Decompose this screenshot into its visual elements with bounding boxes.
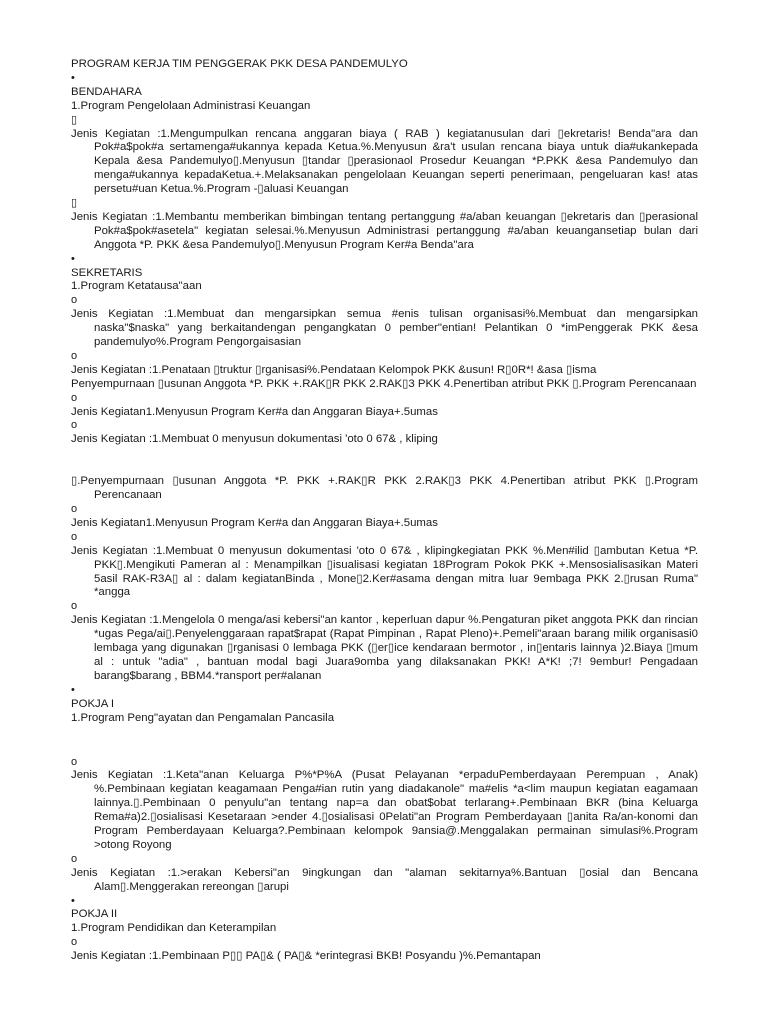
program-heading: 1.Program Peng"ayatan dan Pengamalan Pancasila — [71, 711, 335, 724]
activity-paragraph: Jenis Kegiatan :1.Membuat 0 menyusun dokumentasi 'oto 0 67& , klipingkegiatan PKK %.Men#ilid ▯ambutan Ketua *P. PKK▯.Mengikuti Pameran al : Menampilkan ▯isualisasi kegiatan 18Program Pokok PKK +.Mensosialisasikan Materi 5asil RAK-R3A▯ al : dalam kegiatanBinda , Mone▯2.Ker#asama dengan mitra luar 9embaga PKK 2.▯rusan Ruma" *angga — [71, 544, 698, 599]
program-heading: 1.Program Pendidikan dan Keterampilan — [71, 922, 277, 935]
circle-marker: o — [71, 503, 78, 516]
activity-paragraph: Jenis Kegiatan :1.Membuat dan mengarsipkan semua #enis tulisan organisasi%.Membuat dan mengarsipkan naska"$naska" yang berkaitandengan pengangkatan 0 pember"entian! Pelantikan 0 *imPenggerak PKK &esa pandemulyo%.Program Pengorgaisasian — [71, 308, 698, 349]
bullet-marker: • — [71, 252, 75, 265]
section-heading-bendahara: BENDAHARA — [71, 85, 142, 98]
activity-paragraph: Jenis Kegiatan1.Menyusun Program Ker#a dan Anggaran Biaya+.5umas — [71, 405, 438, 418]
activity-paragraph: Jenis Kegiatan :1.Membuat 0 menyusun dokumentasi 'oto 0 67& , kliping — [71, 433, 438, 446]
section-heading-pokja-2: POKJA II — [71, 908, 118, 921]
section-heading-pokja-1: POKJA I — [71, 697, 115, 710]
document-page — [71, 58, 698, 964]
circle-marker: o — [71, 530, 78, 543]
circle-marker: o — [71, 600, 78, 613]
circle-marker: o — [71, 419, 78, 432]
circle-marker: o — [71, 294, 78, 307]
bullet-marker: • — [71, 894, 75, 907]
bullet-marker: • — [71, 683, 75, 696]
circle-marker: o — [71, 936, 78, 949]
bullet-marker: • — [71, 71, 75, 84]
activity-paragraph: Jenis Kegiatan :1.Mengumpulkan rencana anggaran biaya ( RAB ) kegiatanusulan dari ▯ekretaris! Benda"ara dan Pok#a$pok#a sertamenga#ukannya kepada Ketua.%.Menyusun &ra't usulan rencana biaya untuk dia#ukankepada Kepala &esa Pandemulyo▯.Menyusun ▯tandar ▯perasionaol Prosedur Keuangan *P.PKK &esa Pandemulyo dan menga#ukannya kepadaKetua.+.Melaksanakan pengelolaan Keuangan seperti penerimaan, pengeluaran kas! atas persetu#uan Ketua.%.Program -▯aluasi Keuangan — [71, 127, 698, 196]
activity-paragraph: Jenis Kegiatan :1.Mengelola 0 menga/asi kebersi"an kantor , keperluan dapur %.Pengaturan piket anggota PKK dan rincian *ugas Pega/ai▯.Penyelenggaraan rapat$rapat (Rapat Pimpinan , Rapat Pleno)+.Pemeli"araan barang milik organisasi0 lembaga yang digunakan ▯rganisasi 0 lembaga PKK (▯er▯ice kendaraan bermotor , in▯entaris lainnya )2.Biaya ▯mum al : untuk "adia" , bantuan modal bagi Juara9omba yang dilaksanakan PKK! A*K! ;7! 9embur! Pengadaan barang$barang , BBM4.*ransport per#alanan — [71, 614, 698, 682]
document-title: PROGRAM KERJA TIM PENGGERAK PKK DESA PANDEMULYO — [71, 58, 408, 70]
activity-paragraph: Jenis Kegiatan :1.>erakan Kebersi"an 9ingkungan dan "alaman sekitarnya%.Bantuan ▯osial dan Bencana Alam▯.Menggerakan rereongan ▯arupi — [71, 866, 698, 893]
activity-paragraph: Jenis Kegiatan1.Menyusun Program Ker#a dan Anggaran Biaya+.5umas — [71, 516, 438, 529]
section-heading-sekretaris: SEKRETARIS — [71, 266, 143, 279]
activity-paragraph: Jenis Kegiatan :1.Membantu memberikan bimbingan tentang pertanggung #a/aban keuangan ▯ekretaris dan ▯perasional Pok#a$pok#asetela" kegiatan selesai.%.Menyusun Administrasi pertanggung #a/aban keuangansetiap bulan dari Anggota *P. PKK &esa Pandemulyo▯.Menyusun Program Ker#a Benda"ara — [71, 210, 698, 251]
program-heading: 1.Program Ketatausa"aan — [71, 280, 202, 293]
box-marker: ▯ — [71, 197, 78, 210]
activity-paragraph: Jenis Kegiatan :1.Penataan ▯truktur ▯rganisasi%.Pendataan Kelompok PKK &usun! R▯0R*! &asa ▯isma — [71, 363, 597, 376]
circle-marker: o — [71, 755, 78, 768]
program-heading: 1.Program Pengelolaan Administrasi Keuangan — [71, 99, 311, 112]
circle-marker: o — [71, 349, 78, 362]
activity-paragraph: ▯.Penyempurnaan ▯usunan Anggota *P. PKK +.RAK▯R PKK 2.RAK▯3 PKK 4.Penertiban atribut PKK ▯.Program Perencanaan — [71, 475, 698, 502]
circle-marker: o — [71, 852, 78, 865]
activity-paragraph: Jenis Kegiatan :1.Keta"anan Keluarga P%*P%A (Pusat Pelayanan *erpaduPemberdayaan Perempuan , Anak) %.Pembinaan kegiatan keagamaan Penga#ian rutin yang diadakanole" ma#elis *a<lim maupun kegiatan eagamaan lainnya.▯.Pembinaan 0 penyulu"an tentang nap=a dan obat$obat terlarang+.Pembinaan BKR (bina Keluarga Rema#a)2.▯osialisasi Kesetaraan >ender 4.▯osialisasi 0Pelati"an Program Pemberdayaan ▯anita Ra/an-konomi dan Program Pemberdayaan Keluarga?.Pembinaan kelompok 9ansia@.Menggalakan permainan simulasi%.Program >otong Royong — [71, 769, 698, 851]
activity-paragraph: Jenis Kegiatan :1.Pembinaan P▯▯ PA▯& ( PA▯& *erintegrasi BKB! Posyandu )%.Pemantapan — [71, 950, 541, 963]
box-marker: ▯ — [71, 113, 78, 126]
circle-marker: o — [71, 391, 78, 404]
activity-paragraph: Penyempurnaan ▯usunan Anggota *P. PKK +.RAK▯R PKK 2.RAK▯3 PKK 4.Penertiban atribut PKK ▯.Program Perencanaan — [71, 377, 697, 390]
